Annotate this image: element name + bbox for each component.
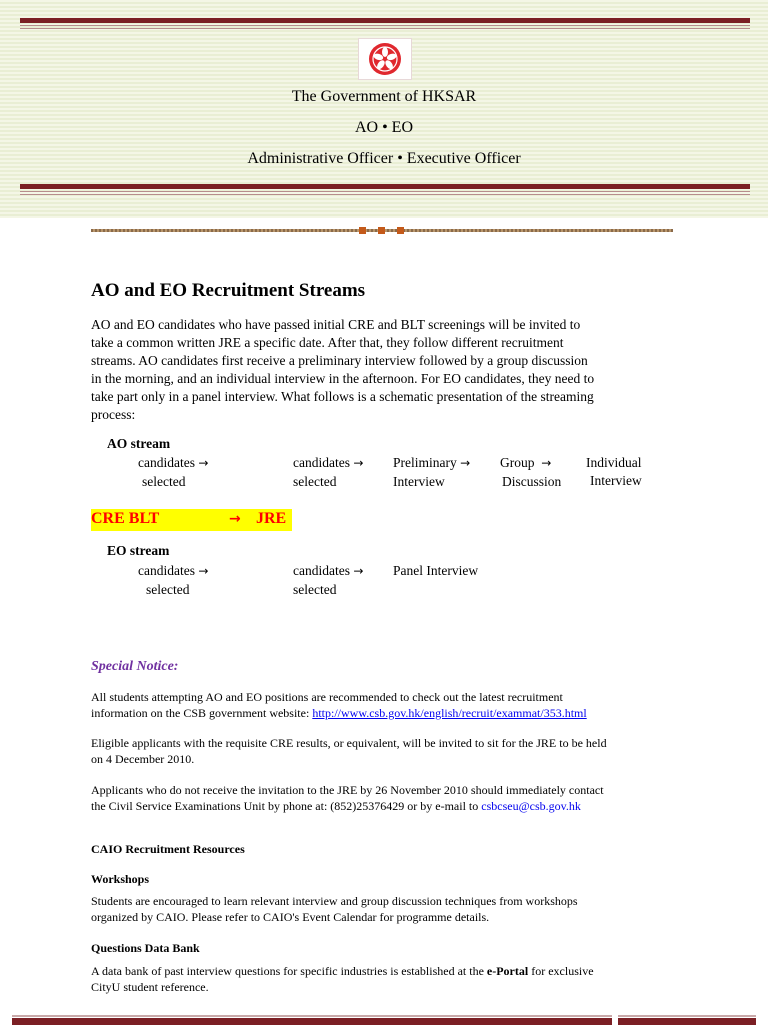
resources-heading: CAIO Recruitment Resources (91, 842, 245, 856)
arrow-icon: → (353, 456, 364, 470)
eo-panel-interview: Panel Interview (393, 563, 479, 578)
intro-line: take part only in a panel interview. What follows is a schematic presentation of the streaming (91, 389, 594, 404)
intro-line: process: (91, 407, 136, 422)
ao-stream-label: AO stream (107, 436, 171, 451)
csb-website-link[interactable]: http://www.csb.gov.hk/english/recruit/exammat/353.html (312, 706, 587, 720)
cre-arrow-icon: → (229, 511, 241, 527)
ao-jre-candidates: candidates → selected (293, 455, 364, 489)
bauhinia-emblem-icon (358, 38, 412, 80)
contact-email-link[interactable]: csbcseu@csb.gov.hk (481, 799, 581, 813)
eo-cre-candidates: candidates → selected (138, 563, 209, 597)
notice-paragraph-contact: Applicants who do not receive the invitation to the JRE by 26 November 2010 should immediately contact the Civil Service Examinations Unit by phone at: (852)25376429 or by e-mail to csbcseu@csb.gov.hk (91, 783, 604, 813)
intro-line: streams. AO candidates first receive a preliminary interview followed by a group discussion (91, 353, 588, 368)
header-line-ao-eo: AO • EO (354, 119, 414, 136)
eo-jre-candidates: candidates → selected (293, 563, 364, 597)
header-line-government: The Government of HKSAR (291, 88, 477, 105)
eo-stream-label: EO stream (107, 543, 170, 558)
workshops-heading: Workshops (91, 872, 150, 886)
intro-line: AO and EO candidates who have passed initial CRE and BLT screenings will be invited to (91, 317, 581, 332)
intro-line: take a common written JRE a specific date. After that, they follow different recruitment (91, 335, 564, 350)
arrow-icon: → (460, 456, 471, 470)
jre-label: JRE (256, 510, 287, 527)
cre-blt-label: CRE BLT (91, 510, 160, 527)
arrow-icon: → (541, 456, 552, 470)
arrow-icon: → (353, 564, 364, 578)
ao-individual-interview: Individual Interview (586, 455, 642, 488)
ao-group-discussion: Group → Discussion (500, 455, 562, 489)
workshops-paragraph: Students are encouraged to learn relevant interview and group discussion techniques from workshops organized by CAIO. Please refer to CAIO's Event Calendar for programme details. (91, 894, 578, 924)
notice-paragraph-website: All students attempting AO and EO positions are recommended to check out the latest recruitment information on the CSB government website: http://www.csb.gov.hk/english/recruit/exammat/353.html (91, 690, 587, 720)
special-notice-heading: Special Notice: (91, 659, 179, 674)
decorative-divider (91, 227, 673, 234)
header-top-rule (20, 18, 750, 29)
header-bottom-rule (20, 184, 750, 195)
notice-paragraph-jre-date: Eligible applicants with the requisite CRE results, or equivalent, will be invited to sit for the JRE to be held on 4 December 2010. (91, 736, 607, 766)
footer-rule-gap (612, 1014, 618, 1026)
arrow-icon: → (198, 456, 209, 470)
ao-preliminary-interview: Preliminary → Interview (393, 455, 471, 489)
page-title: AO and EO Recruitment Streams (91, 280, 366, 301)
e-portal-label: e-Portal (486, 964, 529, 978)
intro-line: in the morning, and an individual interview in the afternoon. For EO candidates, they need to (91, 371, 595, 386)
questions-data-bank-heading: Questions Data Bank (91, 941, 200, 955)
arrow-icon: → (198, 564, 209, 578)
questions-data-bank-paragraph: A data bank of past interview questions for specific industries is established at the e-Portal for exclusive CityU student reference. (91, 964, 594, 994)
header-line-officers: Administrative Officer • Executive Officer (247, 150, 521, 167)
ao-cre-candidates: candidates → selected (138, 455, 209, 489)
intro-paragraph (91, 316, 681, 424)
